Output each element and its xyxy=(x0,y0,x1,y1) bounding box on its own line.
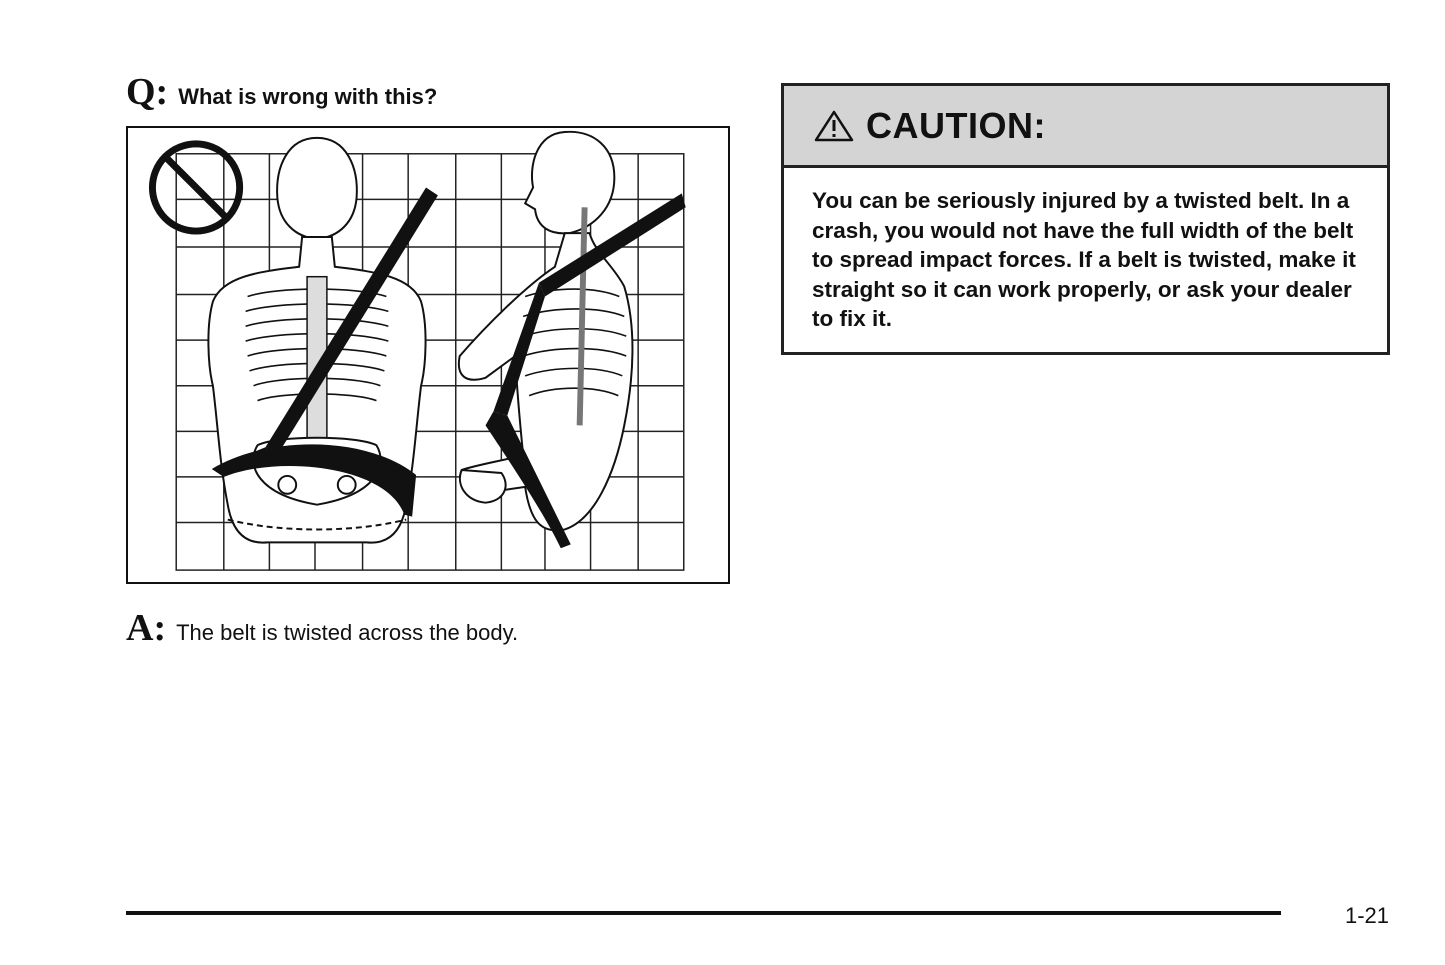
page-number: 1-21 xyxy=(1345,903,1390,928)
twisted-belt-illustration xyxy=(126,126,730,584)
answer-text: The belt is twisted across the body. xyxy=(176,620,519,645)
warning-triangle-icon xyxy=(814,109,854,143)
caution-header xyxy=(784,86,1387,168)
side-skeleton xyxy=(459,132,633,531)
answer-marker: A: xyxy=(126,607,167,649)
caution-body-text: You can be seriously injured by a twisted belt. In a crash, you would not have the full width of the belt to spread impact forces. If a belt is twisted, make it straight so it can work properly, or ask your dealer to fix it. xyxy=(812,188,1356,332)
footer-divider xyxy=(126,911,1281,915)
question-marker: Q: xyxy=(126,71,169,113)
question-text: What is wrong with this? xyxy=(178,84,438,109)
answer-line xyxy=(126,606,518,650)
caution-title: CAUTION: xyxy=(866,104,1046,146)
caution-box xyxy=(781,83,1390,355)
question-line xyxy=(126,70,437,114)
prohibition-icon xyxy=(152,144,239,231)
